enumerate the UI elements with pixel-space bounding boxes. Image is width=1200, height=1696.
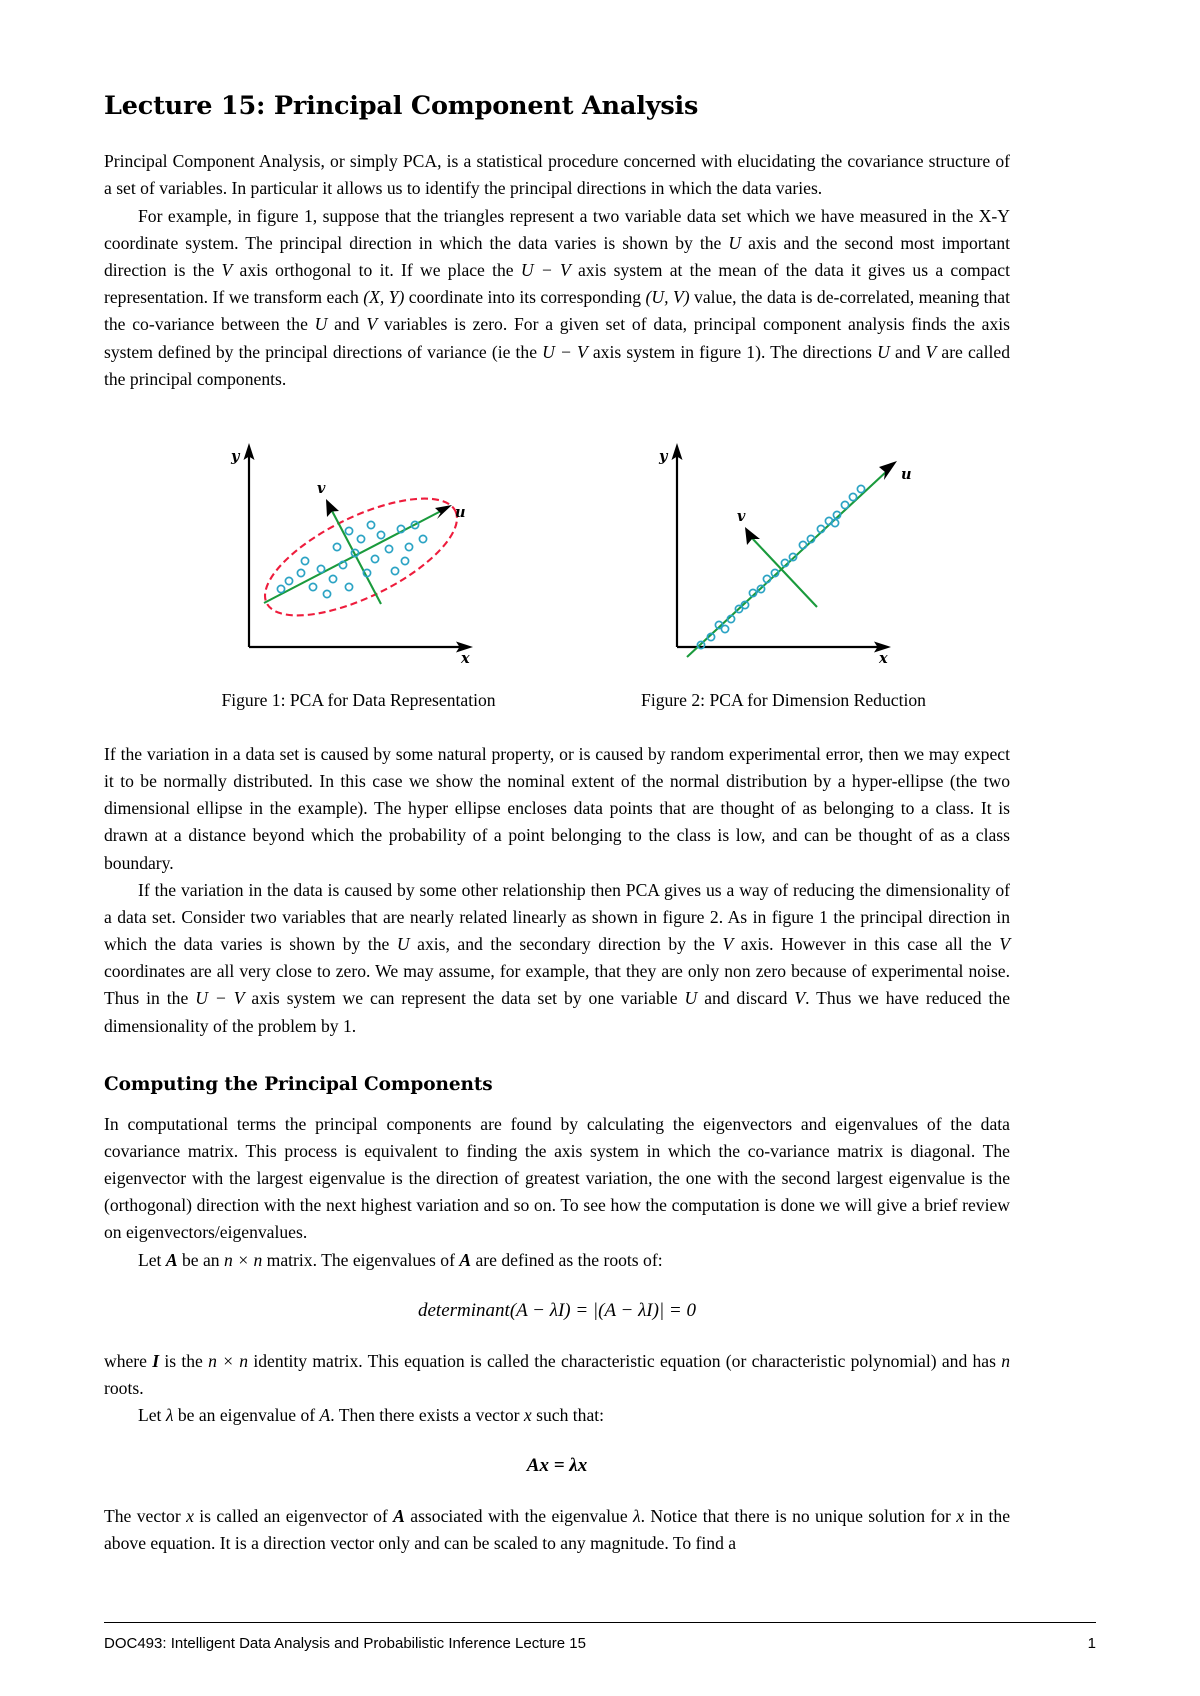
symbol-u-4: U [396,934,410,955]
figure-1 [146,429,571,711]
symbol-lambda: λ [165,1405,174,1426]
symbol-a-italic: A [319,1405,331,1426]
figure-1-graphic [209,429,509,664]
p4-seg-d: coordinates are all very close to zero. We may assume, for example, that they are only non zero because of experimental noise. Thus in the [104,961,1010,1009]
symbol-n-by-n: n × n [224,1249,263,1270]
paragraph-computational-terms [104,1111,1010,1247]
p4-seg-b: axis, and the secondary direction by the [409,934,723,955]
p7-seg-a: where [104,1350,153,1371]
figure-1-v-label: v [316,479,325,497]
figure-1-y-label: y [230,447,239,465]
figure-2-caption: Figure 2: PCA for Dimension Reduction [641,689,926,710]
paragraph-let-a [104,1247,1010,1274]
p6-seg-a: Let [138,1249,166,1270]
p4-seg-a: If the variation in the data is caused by some other relationship then PCA gives us a way of reducing the dimensionality of a data set. Consider two variables that are nearly related linearly as shown in figure 2. As in figure 1 the principal direction in which the data varies is shown by the [104,879,1010,955]
footer-course-text: DOC493: Intelligent Data Analysis and Probabilistic Inference Lecture 15 [104,1635,586,1652]
equation-eigenvector [104,1455,1010,1477]
symbol-matrix-a-3: A [393,1506,405,1527]
symbol-v-5: V [999,934,1010,955]
symbol-n: n [1001,1350,1010,1371]
paragraph-dimension-reduction [104,877,1010,1040]
equation-2-text: Ax = λx [526,1455,588,1477]
p3-text: If the variation in a data set is caused by some natural property, or is caused by random experimental error, then we may expect it to be normally distributed. In this case we show the nominal extent of the normal distribution by a hyper-ellipse (the two dimensional ellipse in the example). The hyper ellipse encloses data points that are thought of as belonging to a class. It is drawn at a distance beyond which the probability of a point belonging to the class is low, and can be thought of as a class boundary. [104,743,1010,873]
p6-seg-c: matrix. The eigenvalues of [262,1249,460,1270]
p6-seg-b: be an [177,1249,225,1270]
symbol-v-2: V [366,314,378,335]
p9-seg-a: The vector [104,1506,187,1527]
paragraph-hyper-ellipse [104,741,1010,877]
p9-seg-c: associated with the eigenvalue [404,1506,634,1527]
p2-seg-f: value, the data is de-correlated, meaning that the co-variance between the [104,287,1010,335]
paragraph-intro [104,148,1010,202]
p4-seg-e: axis system we can represent the data set by one variable [244,988,685,1009]
symbol-matrix-a: A [165,1249,178,1270]
p2-seg-i: axis system in figure 1). The directions [587,341,878,362]
p5-text: In computational terms the principal components are found by calculating the eigenvectors and eigenvalues of the data covariance matrix. This process is equivalent to finding the axis system in which the co-variance matrix is diagonal. The eigenvector with the largest eigenvalue is the direction of greatest variation, the one with the second largest eigenvalue is the (orthogonal) direction with the next highest variation and so on. To see how the computation is done we will give a brief review on eigenvectors/eigenvalues. [104,1113,1010,1243]
figure-1-caption: Figure 1: PCA for Data Representation [221,689,496,710]
figure-2-graphic [639,429,929,664]
p2-seg-b: axis and the second most important direction is the [104,232,1011,280]
figure-1-u-label: u [454,503,466,521]
p2-seg-h: variables is zero. For a given set of data, principal component analysis finds the axis system defined by the principal directions of variance (ie the [104,314,1010,362]
symbol-x-3: x [956,1506,965,1527]
symbol-v-4: V [722,934,734,955]
paragraph-identity-matrix [104,1348,1010,1402]
figures-row [104,429,1010,711]
symbol-v-6: V [794,988,806,1009]
figure-1-v-arrowhead [326,499,339,517]
figure-2 [571,429,996,711]
symbol-u-5: U [684,988,698,1009]
p7-seg-b: is the [159,1350,209,1371]
paragraph-eigenvector-definition [104,1503,1010,1557]
p6-seg-d: are defined as the roots of: [471,1249,663,1270]
figure-2-v-arrowhead [745,527,760,545]
symbol-matrix-a-2: A [459,1249,472,1270]
symbol-u: U [728,232,742,253]
symbol-uv: (U, V) [645,287,690,308]
figure-1-data-points [277,521,426,597]
page-footer [104,1622,1096,1652]
symbol-lambda-2: λ [633,1506,641,1527]
p2-seg-c: axis orthogonal to it. If we place the [232,260,521,280]
equation-1-text: determinant(A − λI) = |(A − λI)| = 0 [418,1299,696,1321]
footer-page-number: 1 [1087,1635,1096,1652]
symbol-v-3: V [925,341,937,362]
paragraph-let-lambda [104,1402,1010,1429]
figure-2-v-label: v [736,507,745,525]
figure-2-data-points [697,485,864,648]
p2-seg-j: and [889,341,926,362]
symbol-u-2: U [314,314,328,335]
p2-seg-g: and [327,314,367,335]
p8-seg-b: be an eigenvalue of [173,1405,320,1426]
symbol-x: x [523,1405,532,1426]
p4-seg-f: and discard [697,988,795,1009]
figure-1-hyper-ellipse [249,475,473,639]
footer-row [104,1635,1096,1652]
p8-seg-d: such that: [531,1405,605,1426]
symbol-x-2: x [186,1506,194,1527]
p8-seg-c: . Then there exists a vector [330,1405,524,1426]
p4-seg-c: axis. However in this case all the [733,934,1000,955]
symbol-identity-i: I [152,1350,160,1371]
figure-2-x-label: x [878,649,888,664]
symbol-u-3: U [877,341,890,362]
p9-seg-b: is called an eigenvector of [193,1506,394,1527]
section-heading-computing: Computing the Principal Components [104,1073,493,1095]
symbol-u-minus-v-3: U − V [195,988,245,1009]
paragraph-intro-text: Principal Component Analysis, or simply PCA, is a statistical procedure concerned with elucidating the covariance structure of a set of variables. In particular it allows us to identify the principal directions in which the data varies. [104,151,1010,199]
figure-2-y-label: y [658,447,667,465]
p2-seg-e: coordinate into its corresponding [404,287,646,308]
symbol-u-minus-v: U − V [520,260,571,280]
footer-divider [104,1622,1096,1623]
symbol-v: V [221,260,233,280]
p4-seg-g: . Thus we have reduced the dimensionality of the problem by 1. [104,988,1011,1036]
p9-seg-e: in the above equation. It is a direction vector only and can be scaled to any magnitude. To find a [104,1506,1010,1554]
figure-2-u-label: u [900,465,912,483]
figure-1-x-label: x [460,649,470,664]
p2-seg-d: axis system at the mean of the data it gives us a compact representation. If we transform each [104,260,1010,308]
p2-seg-a: For example, in figure 1, suppose that the triangles represent a two variable data set which we have measured in the X-Y coordinate system. The principal direction in which the data varies is shown by the [104,205,1010,253]
page-title: Lecture 15: Principal Component Analysis [104,91,699,121]
symbol-n-by-n-2: n × n [208,1350,249,1371]
p7-seg-c: identity matrix. This equation is called the characteristic equation (or characteristic polynomial) and has [248,1350,1002,1371]
p9-seg-d: . Notice that there is no unique solution for [640,1506,957,1527]
symbol-u-minus-v-2: U − V [542,341,588,362]
paragraph-figure1-description [104,203,1010,393]
figure-2-v-axis [751,537,817,607]
p7-seg-d: roots. [104,1377,144,1398]
equation-characteristic [104,1300,1010,1322]
p8-seg-a: Let [138,1405,166,1426]
p2-seg-k: are called the principal components. [104,341,1010,389]
symbol-xy: (X, Y) [363,287,405,308]
